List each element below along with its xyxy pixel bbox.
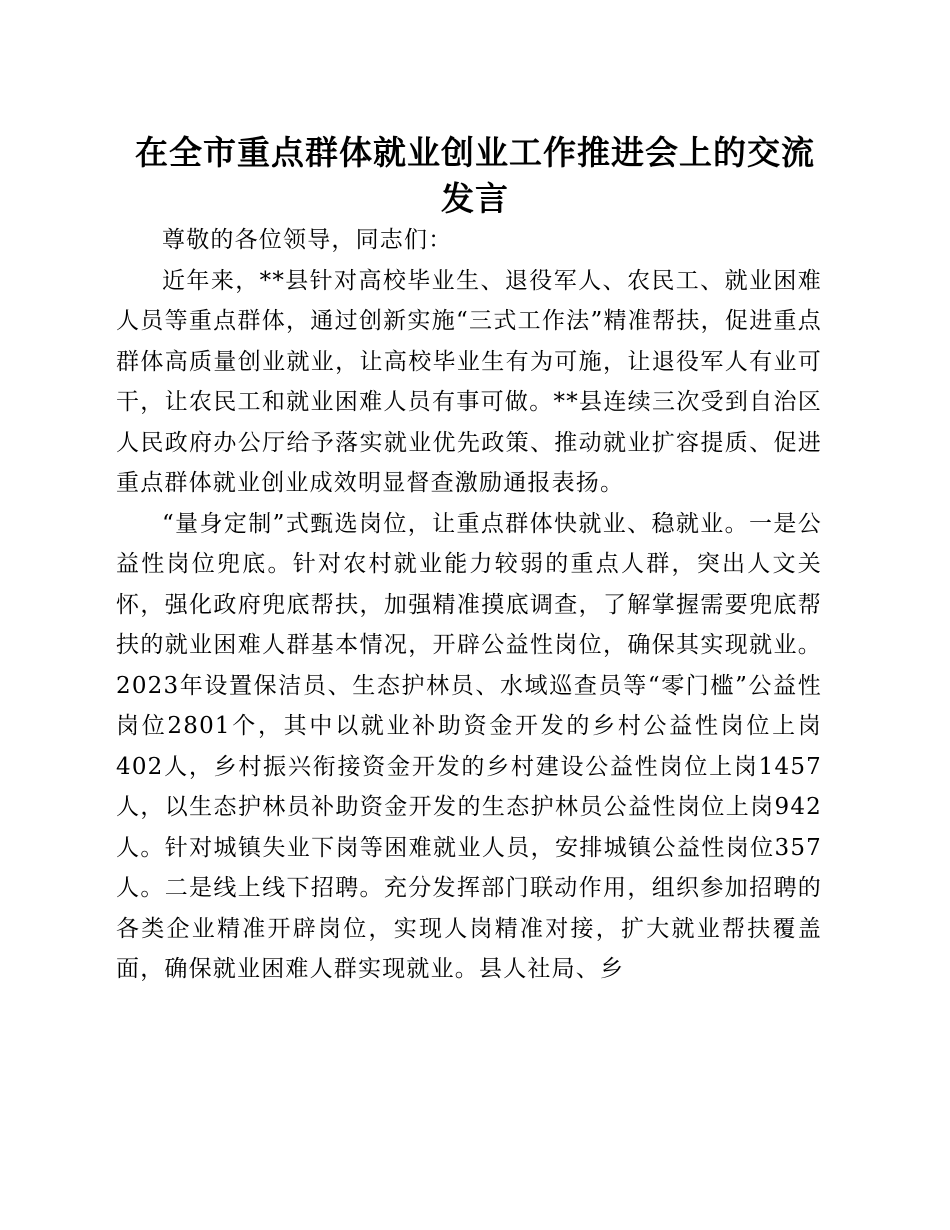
title-line-1: 在全市重点群体就业创业工作推进会上的交流 <box>135 133 815 172</box>
title-line-2: 发言 <box>441 179 509 218</box>
paragraph-intro: 近年来，**县针对高校毕业生、退役军人、农民工、就业困难人员等重点群体，通过创新实施“三式工作法”精准帮扶，促进重点群体高质量创业就业，让高校毕业生有为可施，让退役军人有业可干，让农民工和就业困难人员有事可做。**县连续三次受到自治区人民政府办公厅给予落实就业优先政策、推动就业扩容提质、促进重点群体就业创业成效明显督查激励通报表扬。 <box>116 267 822 496</box>
document-body <box>116 220 822 990</box>
document-title <box>110 130 840 222</box>
salutation: 尊敬的各位领导，同志们： <box>162 227 453 253</box>
paragraph-section-1: “量身定制”式甄选岗位，让重点群体快就业、稳就业。一是公益性岗位兜底。针对农村就业能力较弱的重点人群，突出人文关怀，强化政府兜底帮扶，加强精准摸底调查，了解掌握需要兜底帮扶的就业困难人群基本情况，开辟公益性岗位，确保其实现就业。2023年设置保洁员、生态护林员、水域巡查员等“零门槛”公益性岗位2801个，其中以就业补助资金开发的乡村公益性岗位上岗402人，乡村振兴衔接资金开发的乡村建设公益性岗位上岗1457人，以生态护林员补助资金开发的生态护林员公益性岗位上岗942人。针对城镇失业下岗等困难就业人员，安排城镇公益性岗位357人。二是线上线下招聘。充分发挥部门联动作用，组织参加招聘的各类企业精准开辟岗位，实现人岗精准对接，扩大就业帮扶覆盖面，确保就业困难人群实现就业。县人社局、乡 <box>116 510 822 982</box>
